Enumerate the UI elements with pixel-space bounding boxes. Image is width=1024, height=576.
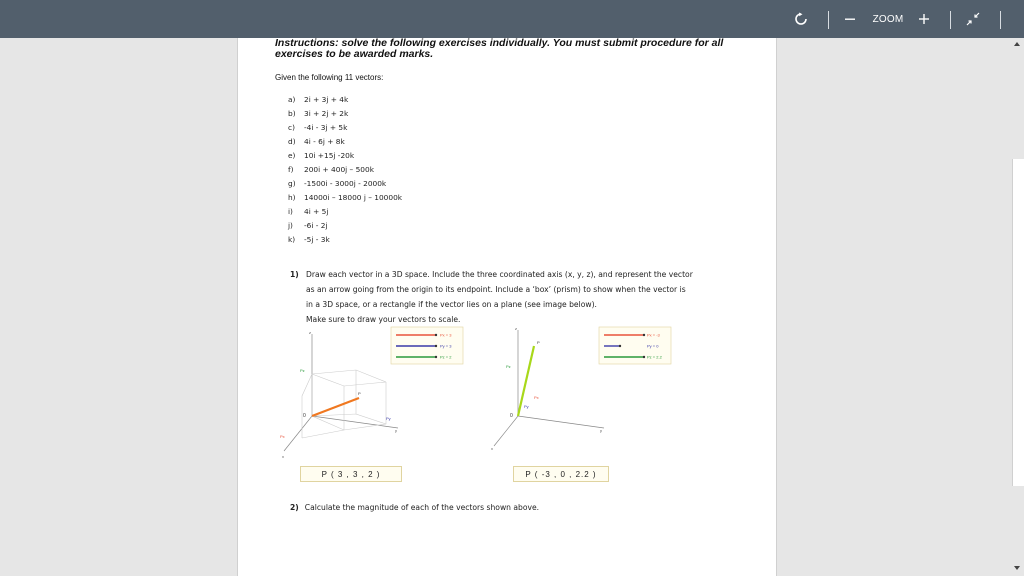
zoom-label: ZOOM bbox=[872, 13, 904, 25]
toolbar-divider bbox=[950, 11, 951, 29]
list-item bbox=[288, 165, 374, 174]
px-label: Px bbox=[534, 395, 539, 400]
z-axis-label: z bbox=[309, 330, 311, 335]
y-axis-label: y bbox=[395, 428, 397, 433]
y-axis bbox=[518, 416, 604, 428]
vector-expr: -4i - 3j + 5k bbox=[304, 123, 348, 132]
vector-expr: 4i - 6j + 8k bbox=[304, 137, 345, 146]
vector-expr: 10i +15j -20k bbox=[304, 151, 355, 160]
point-label: P bbox=[537, 340, 540, 345]
x-axis bbox=[494, 416, 518, 446]
question-2 bbox=[290, 503, 539, 512]
scroll-up-icon[interactable] bbox=[1014, 42, 1020, 46]
list-item bbox=[288, 207, 328, 216]
vector-expr: -5j - 3k bbox=[304, 235, 330, 244]
vector-label: i) bbox=[288, 207, 293, 216]
figure-1-3d-vector bbox=[278, 324, 478, 474]
vector-expr: 14000i – 18000 j – 10000k bbox=[304, 193, 403, 202]
zoom-out-button[interactable] bbox=[842, 0, 858, 38]
list-item bbox=[288, 235, 330, 244]
question-line: in a 3D space, or a rectangle if the vector lies on a plane (see image below). bbox=[306, 300, 597, 309]
viewer-toolbar bbox=[0, 0, 1024, 38]
vector-label: c) bbox=[288, 123, 295, 132]
legend-pz: Pz = 2.2 bbox=[647, 354, 662, 360]
instructions bbox=[275, 38, 755, 60]
px-label: Px bbox=[280, 434, 285, 439]
legend-py: Py = 3 bbox=[440, 343, 452, 349]
vector-label: d) bbox=[288, 137, 296, 146]
list-item bbox=[288, 109, 348, 118]
list-item bbox=[288, 137, 345, 146]
document-page bbox=[237, 38, 777, 576]
instructions-line: Instructions: solve the following exercises individually. You must submit procedure for all bbox=[275, 37, 724, 49]
figure-2-3d-vector bbox=[486, 324, 686, 474]
vector-label: k) bbox=[288, 235, 296, 244]
refresh-button[interactable] bbox=[788, 0, 814, 38]
legend-py: Py = 0 bbox=[647, 343, 659, 349]
scroll-down-icon[interactable] bbox=[1014, 566, 1020, 570]
origin-label: 0 bbox=[510, 413, 513, 419]
vector-expr: 3i + 2j + 2k bbox=[304, 109, 349, 118]
question-number: 2) bbox=[290, 503, 299, 512]
fullscreen-button[interactable] bbox=[962, 0, 984, 38]
z-axis-label: z bbox=[515, 326, 517, 331]
given-heading: Given the following 11 vectors: bbox=[275, 73, 384, 82]
list-item bbox=[288, 221, 328, 230]
vector-expr: 4i + 5j bbox=[304, 207, 329, 216]
zoom-in-button[interactable] bbox=[916, 0, 932, 38]
vector-expr: -6i - 2j bbox=[304, 221, 328, 230]
vector-expr: 2i + 3j + 4k bbox=[304, 95, 349, 104]
list-item bbox=[288, 123, 347, 132]
vector-label: g) bbox=[288, 179, 296, 188]
legend-pz: Pz = 2 bbox=[440, 354, 452, 360]
toolbar-divider bbox=[828, 11, 829, 29]
legend-panel bbox=[391, 327, 463, 364]
list-item bbox=[288, 179, 386, 188]
x-axis-label: x bbox=[282, 454, 284, 459]
py-label: Py bbox=[524, 404, 529, 409]
origin-label: 0 bbox=[303, 413, 306, 419]
instructions-line: exercises to be awarded marks. bbox=[275, 48, 434, 60]
question-text: Calculate the magnitude of each of the vectors shown above. bbox=[304, 503, 540, 512]
question-line: as an arrow going from the origin to its endpoint. Include a ‘box’ (prism) to show when the vector is bbox=[306, 285, 686, 294]
coordinate-readout: P ( 3 , 3 , 2 ) bbox=[300, 466, 402, 482]
y-axis-label: y bbox=[600, 428, 602, 433]
scrollbar-thumb[interactable] bbox=[1012, 159, 1024, 486]
vector-expr: 200i + 400j – 500k bbox=[304, 165, 374, 174]
collapse-arrows-icon bbox=[966, 12, 980, 26]
vector-label: e) bbox=[288, 151, 296, 160]
vector-label: b) bbox=[288, 109, 296, 118]
legend-px: Px = 3 bbox=[440, 332, 452, 338]
vector-label: f) bbox=[288, 165, 294, 174]
point-label: P bbox=[358, 391, 361, 396]
legend-panel bbox=[599, 327, 671, 364]
question-text bbox=[306, 267, 746, 327]
toolbar-divider bbox=[1000, 11, 1001, 29]
vector-label: h) bbox=[288, 193, 296, 202]
list-item bbox=[288, 151, 354, 160]
question-number: 1) bbox=[290, 270, 299, 279]
x-axis-label: x bbox=[491, 446, 493, 451]
refresh-icon bbox=[794, 12, 808, 26]
vector-label: j) bbox=[288, 221, 293, 230]
question-line: Draw each vector in a 3D space. Include the three coordinated axis (x, y, z), and represent the vector bbox=[306, 270, 693, 279]
minus-icon bbox=[844, 13, 856, 25]
py-label: Py bbox=[386, 416, 391, 421]
vector-expr: -1500i - 3000j - 2000k bbox=[304, 179, 387, 188]
vector-p bbox=[312, 398, 359, 416]
pz-label: Pz bbox=[506, 364, 511, 369]
list-item bbox=[288, 193, 402, 202]
coordinate-readout: P ( -3 , 0 , 2.2 ) bbox=[513, 466, 609, 482]
question-line: Make sure to draw your vectors to scale. bbox=[306, 315, 461, 324]
x-axis bbox=[284, 416, 312, 451]
list-item bbox=[288, 95, 348, 104]
pz-label: Pz bbox=[300, 368, 305, 373]
plus-icon bbox=[918, 13, 930, 25]
legend-px: Px = -3 bbox=[647, 332, 660, 338]
vector-label: a) bbox=[288, 95, 296, 104]
